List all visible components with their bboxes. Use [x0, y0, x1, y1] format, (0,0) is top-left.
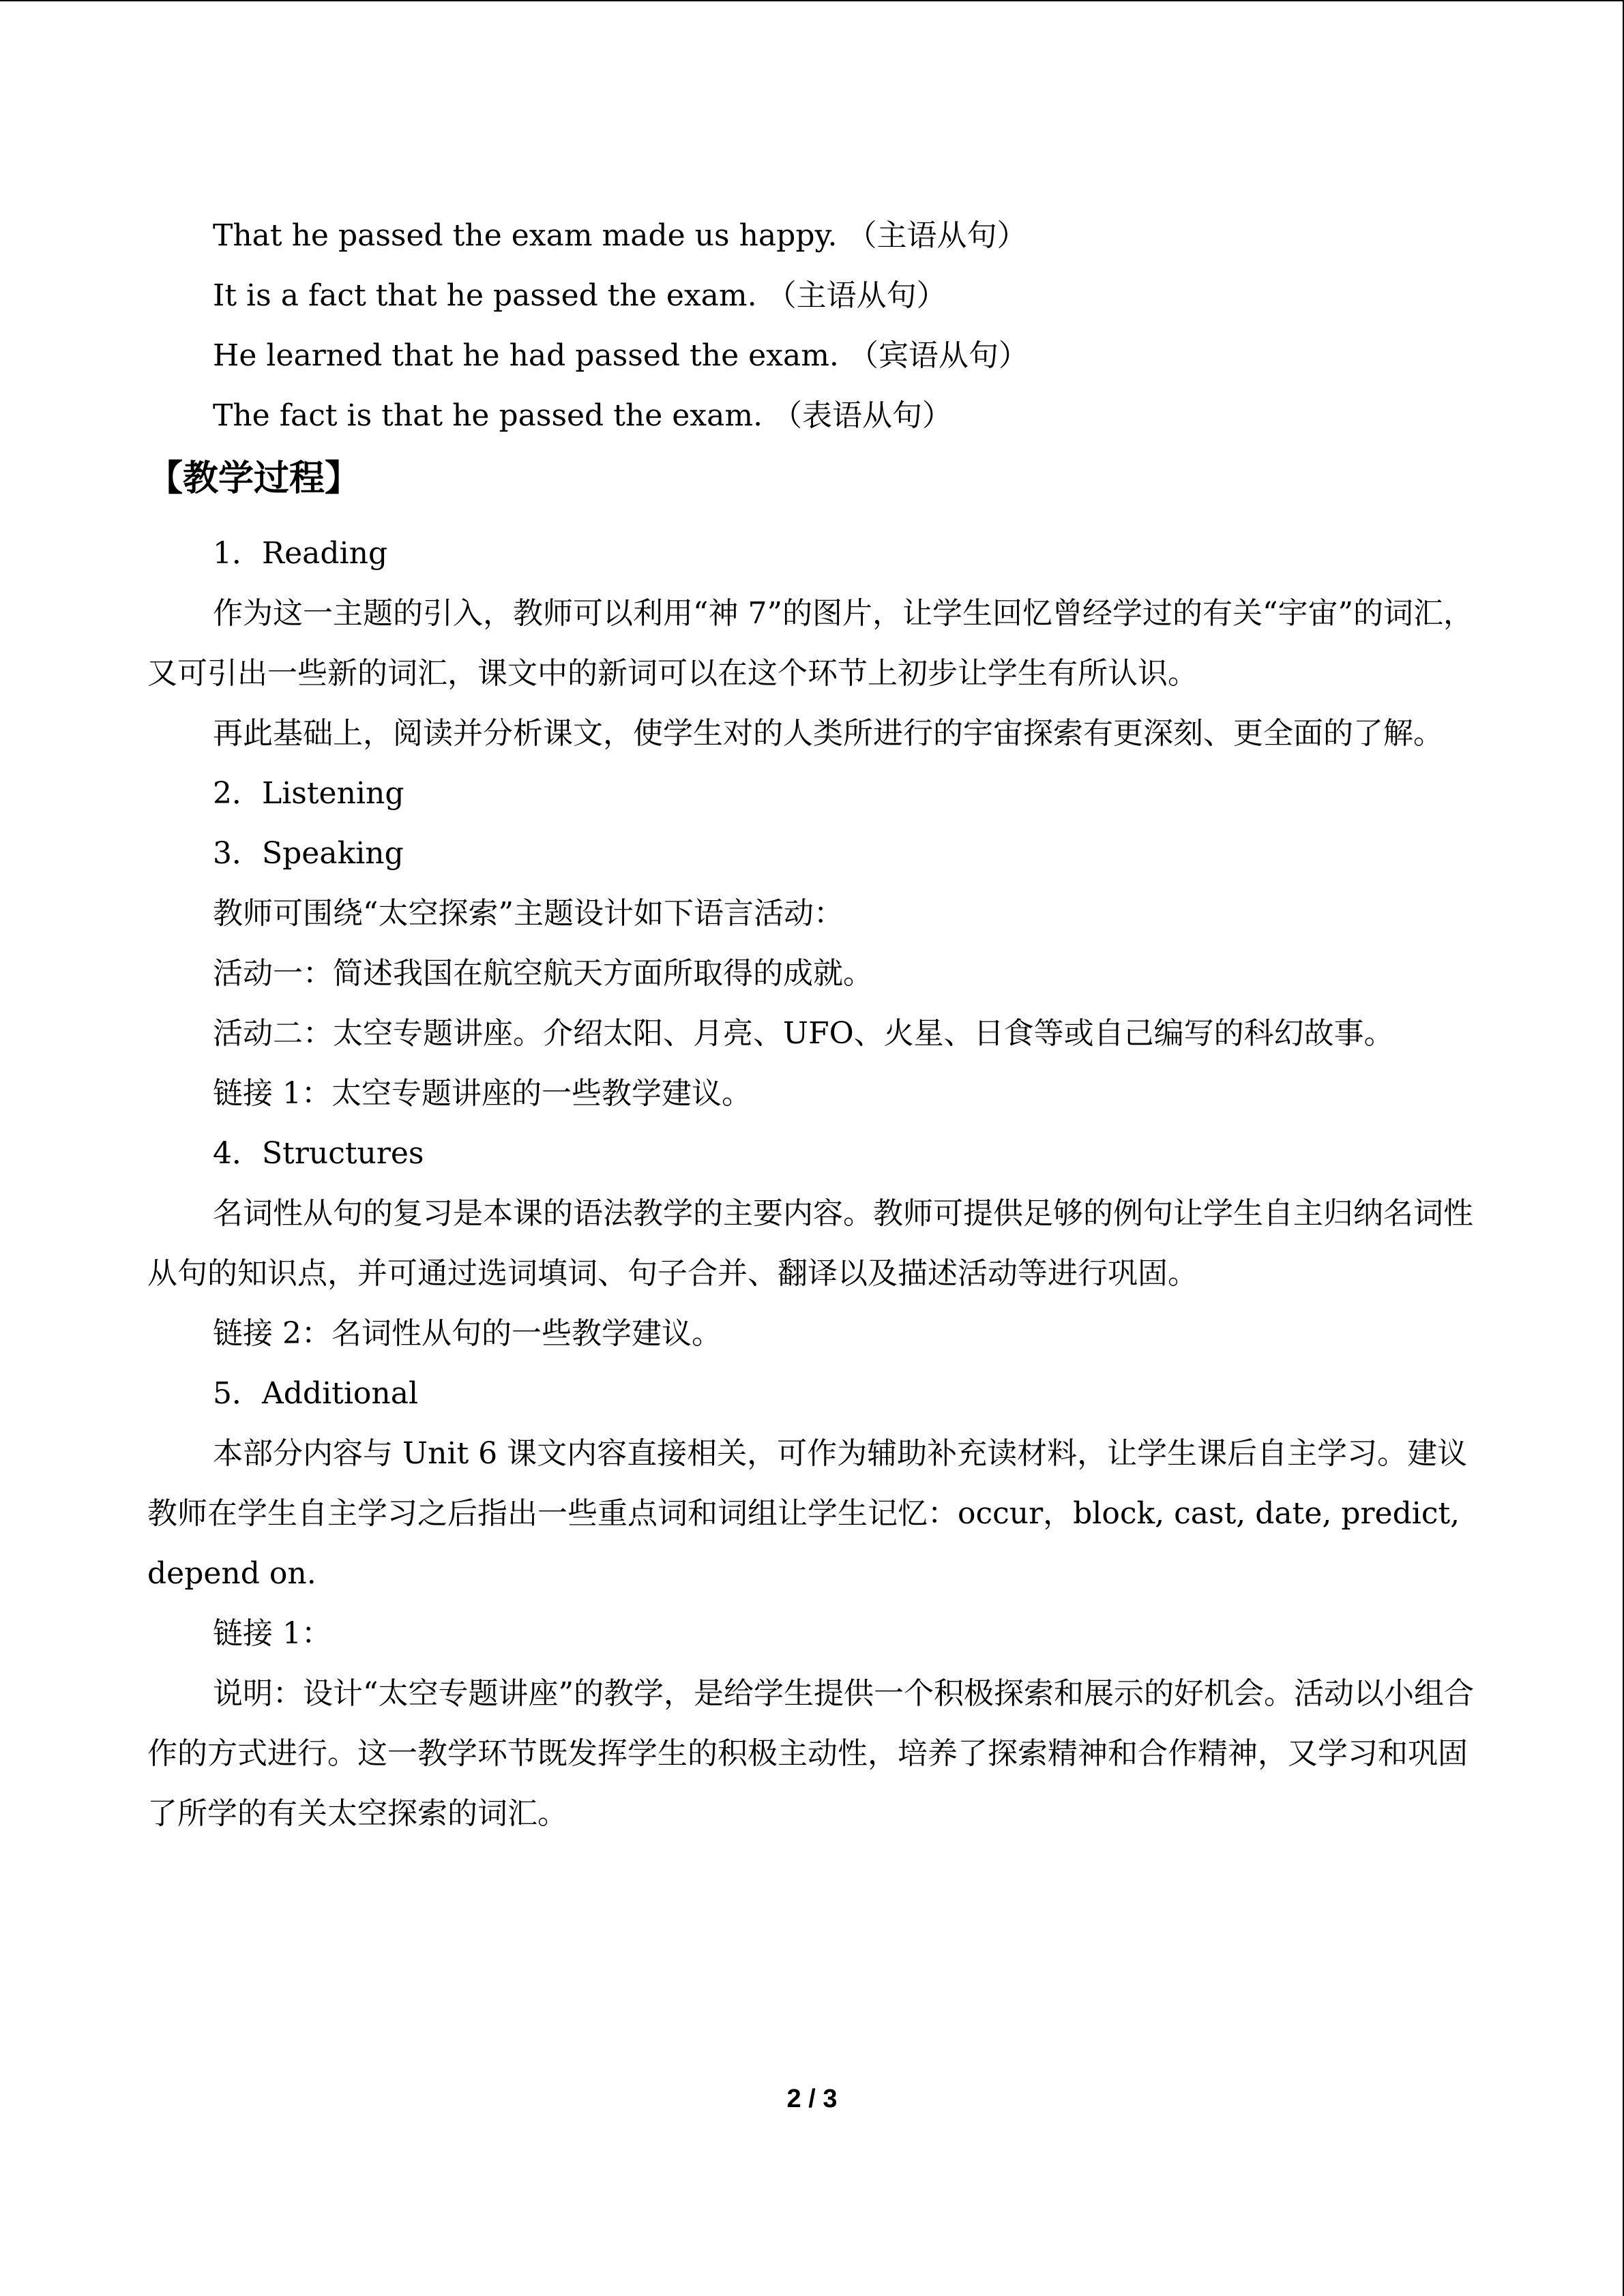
structures-paragraph: 名词性从句的复习是本课的语法教学的主要内容。教师可提供足够的例句让学生自主归纳名词性从句的知识点，并可通过选词填词、句子合并、翻译以及描述活动等进行巩固。	[147, 1196, 1473, 1291]
link-note: 链接 1：太空专题讲座的一些教学建议。	[213, 1076, 752, 1111]
page-content	[147, 206, 1477, 1844]
reading-title: 1．Reading	[213, 536, 388, 571]
section-heading: 【教学过程】	[147, 458, 361, 499]
reading-paragraph: 作为这一主题的引入，教师可以利用“神 7”的图片，让学生回忆曾经学过的有关“宇宙”的词汇，又可引出一些新的词汇，课文中的新词可以在这个环节上初步让学生有所认识。	[147, 596, 1473, 691]
additional-title: 5．Additional	[213, 1376, 419, 1411]
activity-item: 活动一：简述我国在航空航天方面所取得的成就。	[213, 956, 873, 991]
link1-note: 说明：设计“太空专题讲座”的教学，是给学生提供一个积极探索和展示的好机会。活动以小组合作的方式进行。这一教学环节既发挥学生的积极主动性，培养了探索精神和合作精神，又学习和巩固了所学的有关太空探索的词汇。	[147, 1676, 1474, 1831]
activity-item: 活动二：太空专题讲座。介绍太阳、月亮、UFO、火星、日食等或自己编写的科幻故事。	[213, 1016, 1394, 1051]
page-number: 2 / 3	[786, 2085, 838, 2113]
speaking-intro: 教师可围绕“太空探索”主题设计如下语言活动：	[213, 896, 844, 931]
reading-paragraph: 再此基础上，阅读并分析课文，使学生对的人类所进行的宇宙探索有更深刻、更全面的了解。	[213, 716, 1443, 751]
example-sentence: The fact is that he passed the exam. （表语从句）	[213, 398, 953, 433]
additional-paragraph: 本部分内容与 Unit 6 课文内容直接相关，可作为辅助补充读材料，让学生课后自主学习。建议教师在学生自主学习之后指出一些重点词和词组让学生记忆：occur，block, cast, date, predict, depend on.	[147, 1436, 1468, 1591]
example-sentence: He learned that he had passed the exam. （宾语从句）	[213, 338, 1029, 373]
example-sentence: That he passed the exam made us happy. （主语从句）	[213, 218, 1027, 253]
listening-title: 2．Listening	[213, 776, 404, 811]
structures-title: 4．Structures	[213, 1136, 424, 1171]
link1-label: 链接 1：	[213, 1616, 331, 1651]
example-sentence: It is a fact that he passed the exam. （主语从句）	[213, 278, 947, 313]
speaking-title: 3．Speaking	[213, 836, 404, 871]
link-note: 链接 2：名词性从句的一些教学建议。	[213, 1316, 722, 1351]
